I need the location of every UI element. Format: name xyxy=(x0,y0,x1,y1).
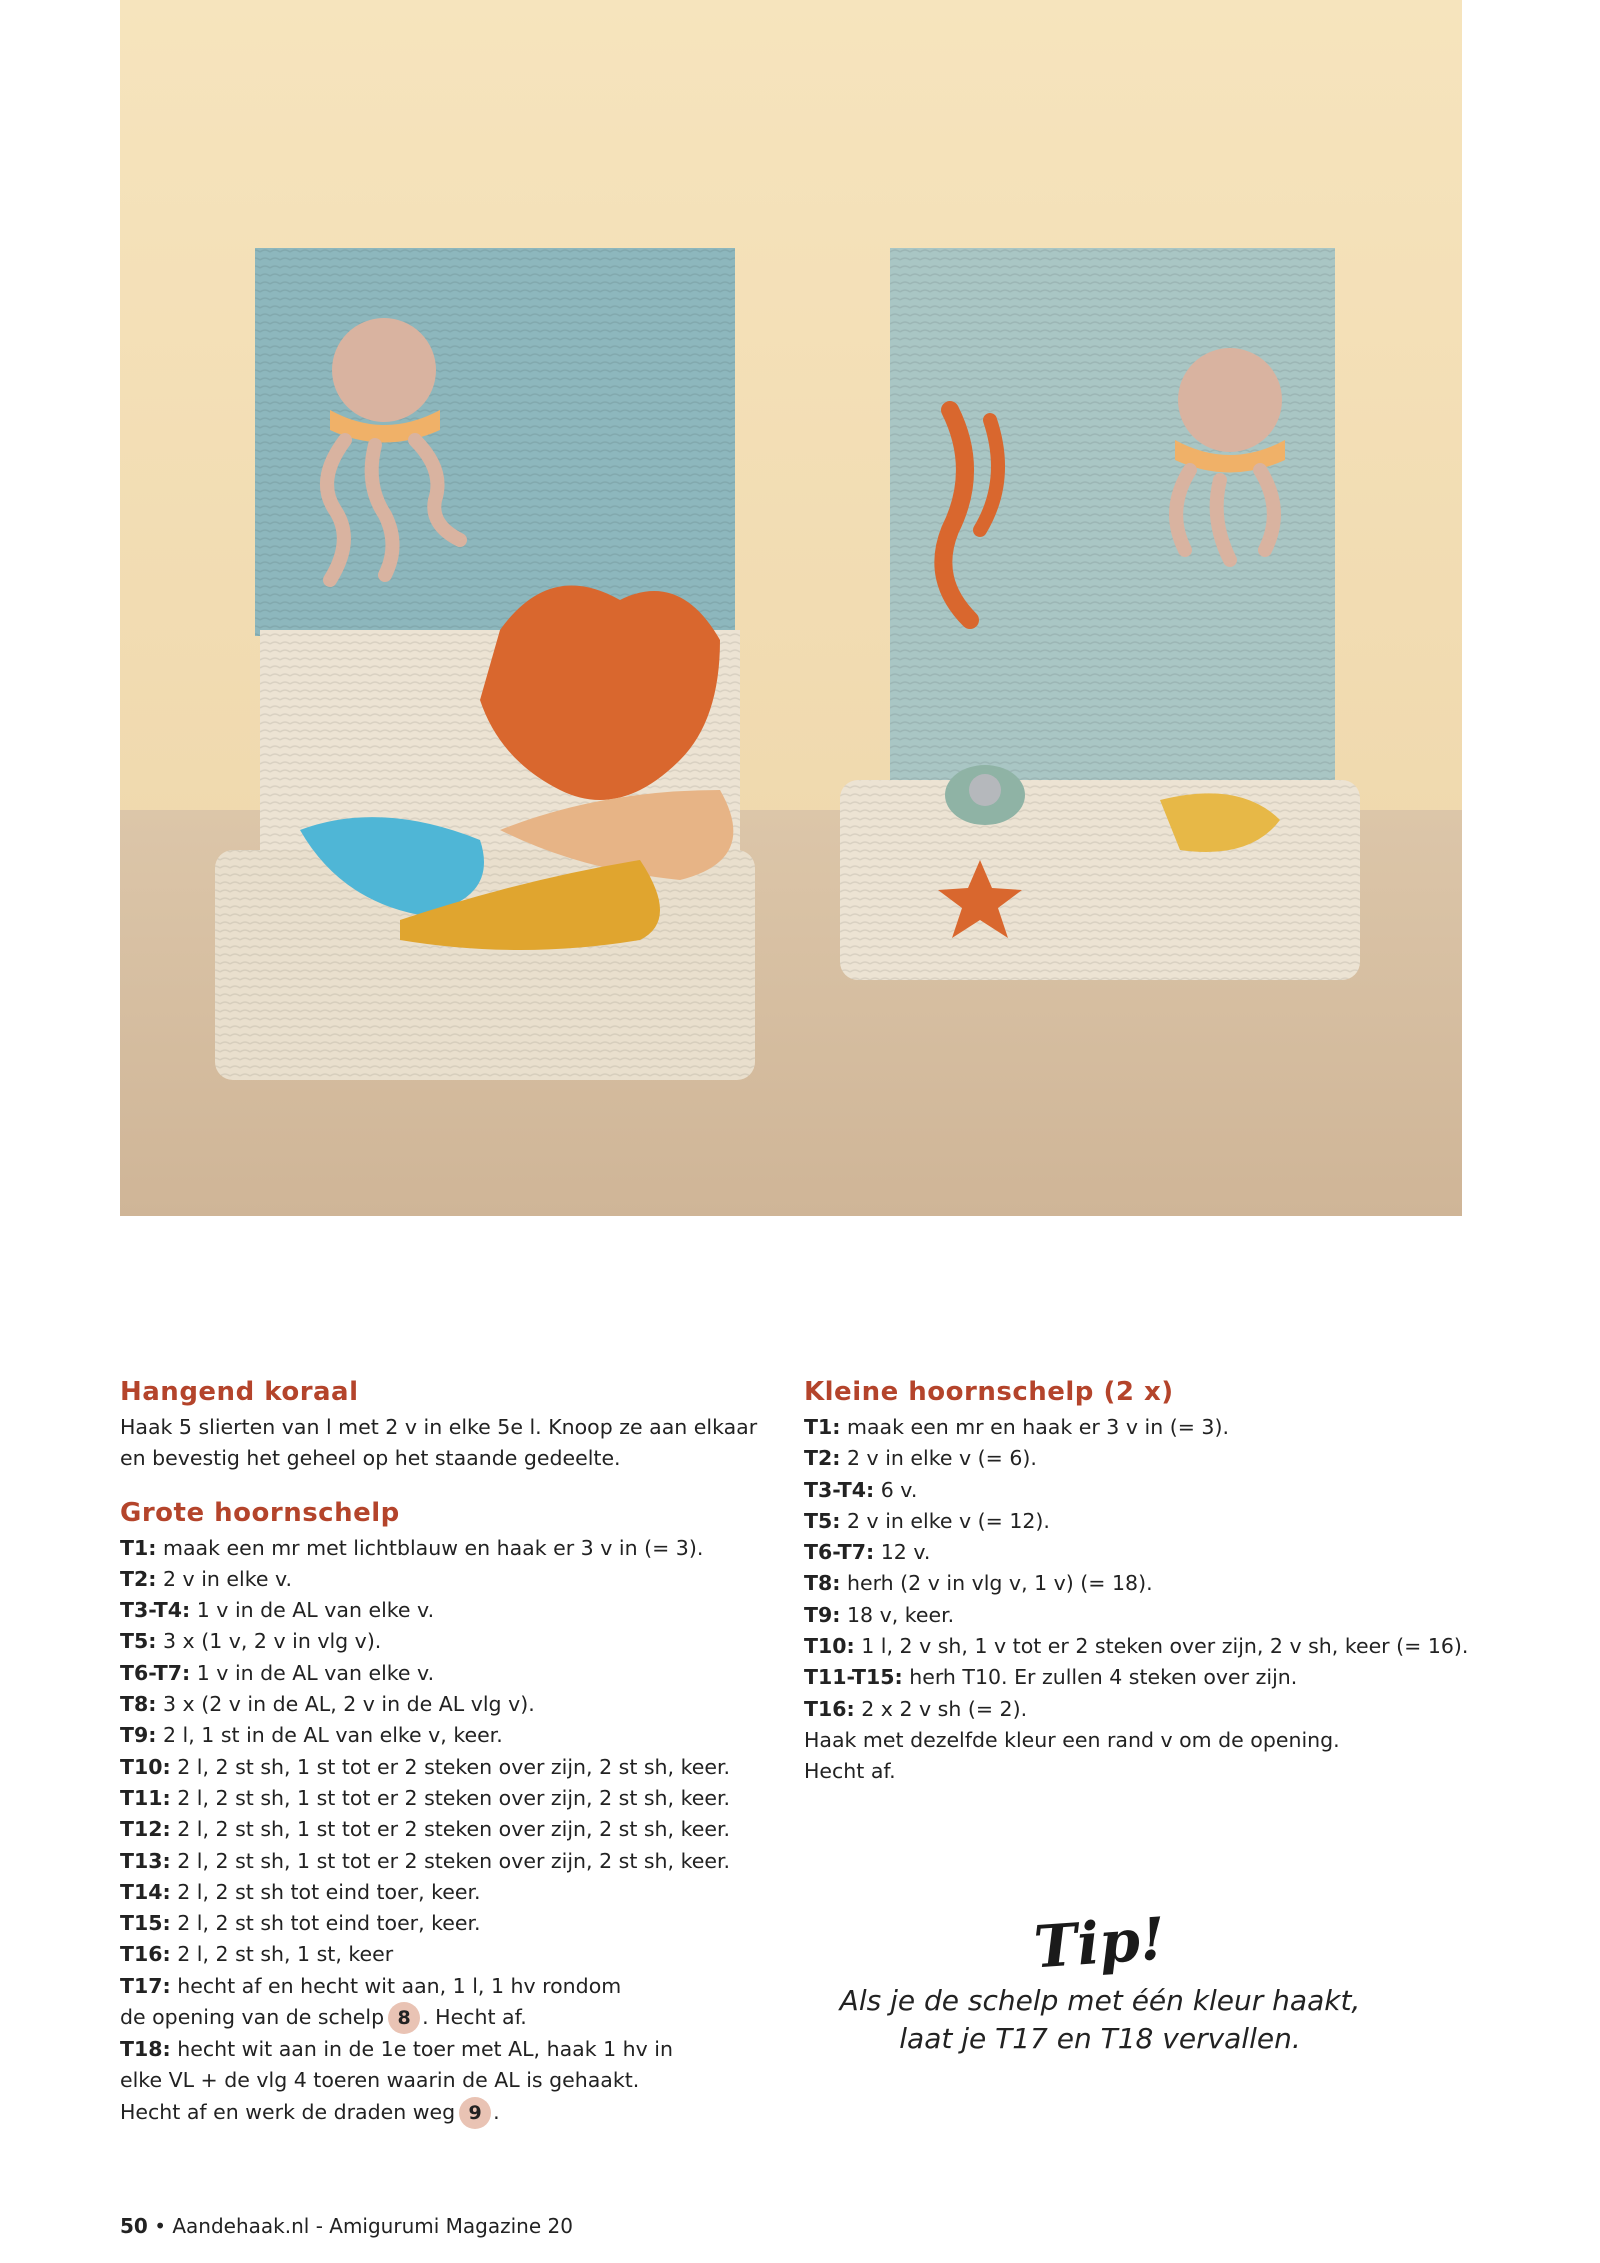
row-text: . Hecht af. xyxy=(422,2005,527,2030)
row-label: T13: xyxy=(120,1848,171,1873)
section-title: Kleine hoornschelp (2 x) xyxy=(804,1377,1174,1407)
step-badge: 9 xyxy=(459,2097,491,2129)
row-text: 6 v. xyxy=(880,1477,918,1502)
row-label: T6-T7: xyxy=(804,1540,875,1565)
row-text: maak een mr en haak er 3 v in (= 3). xyxy=(846,1415,1229,1439)
instruction-row xyxy=(120,1908,780,1939)
instruction-row xyxy=(120,1720,780,1751)
row-label: T9: xyxy=(120,1723,157,1748)
row-text: 2 v in elke v (= 12). xyxy=(846,1508,1050,1533)
instruction-row xyxy=(804,1537,1484,1568)
section-grote-hoornschelp xyxy=(120,1495,780,2129)
right-bookend xyxy=(840,248,1360,980)
footer-bullet: • xyxy=(154,2214,166,2238)
instruction-row xyxy=(120,1626,780,1657)
step-badge: 8 xyxy=(388,2002,420,2034)
footer-publication: Aandehaak.nl - Amigurumi Magazine 20 xyxy=(172,2214,573,2238)
section-title: Hangend koraal xyxy=(120,1377,359,1407)
section-title: Grote hoornschelp xyxy=(120,1497,400,1528)
tip-box xyxy=(820,1904,1380,2058)
instruction-row xyxy=(120,1564,780,1595)
tip-line: Als je de schelp met één kleur haakt, xyxy=(839,1984,1361,2017)
section-body: Haak 5 slierten van l met 2 v in elke 5e l. Knoop ze aan elkaar en bevestig het geheel op het staande gedeelte. xyxy=(120,1415,758,1471)
row-label: T8: xyxy=(804,1571,841,1596)
row-text: 2 l, 2 st sh, 1 st tot er 2 steken over zijn, 2 st sh, keer. xyxy=(177,1817,731,1842)
section-kleine-hoornschelp xyxy=(804,1374,1484,1788)
row-label: T12: xyxy=(120,1817,171,1842)
row-text: 3 x (2 v in de AL, 2 v in de AL vlg v). xyxy=(162,1692,535,1717)
row-label: T9: xyxy=(804,1602,841,1627)
row-label: T11-T15: xyxy=(804,1665,903,1690)
row-label: T5: xyxy=(804,1508,841,1533)
row-text: 2 x 2 v sh (= 2). xyxy=(861,1696,1028,1721)
product-photo xyxy=(120,0,1462,1216)
section-hangend-koraal xyxy=(120,1374,780,1475)
instruction-row xyxy=(120,1533,780,1564)
row-label: T1: xyxy=(804,1415,841,1439)
instruction-row xyxy=(804,1631,1484,1662)
instruction-list xyxy=(120,1533,780,1971)
row-label: T16: xyxy=(804,1696,855,1721)
row-label: T8: xyxy=(120,1692,157,1717)
row-text: 2 l, 2 st sh, 1 st tot er 2 steken over zijn, 2 st sh, keer. xyxy=(177,1754,731,1779)
row-label: T2: xyxy=(120,1566,157,1591)
row-text: 2 l, 2 st sh, 1 st tot er 2 steken over zijn, 2 st sh, keer. xyxy=(177,1848,731,1873)
instruction-row xyxy=(804,1600,1484,1631)
instruction-row xyxy=(120,2002,780,2034)
instruction-outro: Hecht af. xyxy=(804,1759,896,1784)
row-label: T5: xyxy=(120,1629,157,1654)
row-label: T11: xyxy=(120,1785,171,1810)
row-text: elke VL + de vlg 4 toeren waarin de AL is gehaakt. xyxy=(120,2068,640,2093)
tip-line: laat je T17 en T18 vervallen. xyxy=(899,2022,1301,2055)
row-label: T1: xyxy=(120,1535,157,1560)
instruction-row xyxy=(120,1814,780,1845)
row-label: T3-T4: xyxy=(120,1598,191,1623)
row-text: 1 l, 2 v sh, 1 v tot er 2 steken over zijn, 2 v sh, keer (= 16). xyxy=(861,1634,1469,1659)
row-text: 2 l, 2 st sh, 1 st tot er 2 steken over zijn, 2 st sh, keer. xyxy=(177,1785,731,1810)
row-text: 2 l, 2 st sh tot eind toer, keer. xyxy=(177,1879,481,1904)
row-text: 2 v in elke v. xyxy=(162,1566,293,1591)
instruction-row xyxy=(804,1568,1484,1599)
instruction-row xyxy=(120,1971,780,2002)
instruction-row xyxy=(804,1506,1484,1537)
instruction-row xyxy=(804,1443,1484,1474)
row-text: herh T10. Er zullen 4 steken over zijn. xyxy=(909,1665,1298,1690)
row-label: T15: xyxy=(120,1911,171,1936)
row-text: hecht af en hecht wit aan, 1 l, 1 hv rondom xyxy=(177,1973,622,1998)
row-label: T16: xyxy=(120,1942,171,1967)
instruction-row xyxy=(120,1689,780,1720)
page-footer xyxy=(120,2214,573,2238)
row-label: T10: xyxy=(804,1634,855,1659)
row-label: T2: xyxy=(804,1446,841,1471)
row-text: maak een mr met lichtblauw en haak er 3 v in (= 3). xyxy=(162,1535,704,1560)
row-text: 12 v. xyxy=(880,1540,931,1565)
row-text: 18 v, keer. xyxy=(846,1602,955,1627)
instruction-row xyxy=(804,1662,1484,1693)
row-text: Hecht af en werk de draden weg xyxy=(120,2099,456,2124)
row-text: 2 v in elke v (= 6). xyxy=(846,1446,1037,1471)
instruction-row xyxy=(804,1412,1484,1443)
row-text: 3 x (1 v, 2 v in vlg v). xyxy=(162,1629,382,1654)
tip-title: Tip! xyxy=(1032,1904,1168,1982)
product-photo-illustration xyxy=(120,0,1462,1216)
row-label: T18: xyxy=(120,2037,171,2062)
row-text: 2 l, 1 st in de AL van elke v, keer. xyxy=(162,1723,503,1748)
instruction-row xyxy=(120,1658,780,1689)
left-bookend xyxy=(215,248,755,1080)
row-label: T6-T7: xyxy=(120,1660,191,1685)
instruction-row xyxy=(120,1752,780,1783)
row-text: 1 v in de AL van elke v. xyxy=(196,1660,435,1685)
instruction-row xyxy=(120,1939,780,1970)
page-number: 50 xyxy=(120,2214,148,2238)
instruction-row xyxy=(120,2097,780,2129)
row-text: de opening van de schelp xyxy=(120,2005,385,2030)
left-column xyxy=(120,1374,780,2149)
instruction-row xyxy=(120,1595,780,1626)
instruction-row xyxy=(120,1877,780,1908)
row-text: hecht wit aan in de 1e toer met AL, haak 1 hv in xyxy=(177,2037,673,2062)
instruction-list xyxy=(804,1412,1484,1725)
row-text: 2 l, 2 st sh tot eind toer, keer. xyxy=(177,1911,481,1936)
instruction-row xyxy=(804,1475,1484,1506)
row-label: T3-T4: xyxy=(804,1477,875,1502)
instruction-row xyxy=(120,2034,780,2065)
row-label: T10: xyxy=(120,1754,171,1779)
instruction-row xyxy=(804,1694,1484,1725)
row-label: T17: xyxy=(120,1973,171,1998)
instruction-row xyxy=(120,2065,780,2096)
row-text: 2 l, 2 st sh, 1 st, keer xyxy=(177,1942,394,1967)
row-text: . xyxy=(493,2099,500,2124)
row-label: T14: xyxy=(120,1879,171,1904)
right-column xyxy=(804,1374,1484,1808)
row-text: herh (2 v in vlg v, 1 v) (= 18). xyxy=(846,1571,1153,1596)
row-text: 1 v in de AL van elke v. xyxy=(196,1598,435,1623)
instruction-row xyxy=(120,1783,780,1814)
instruction-outro: Haak met dezelfde kleur een rand v om de opening. xyxy=(804,1727,1340,1752)
instruction-row xyxy=(120,1846,780,1877)
